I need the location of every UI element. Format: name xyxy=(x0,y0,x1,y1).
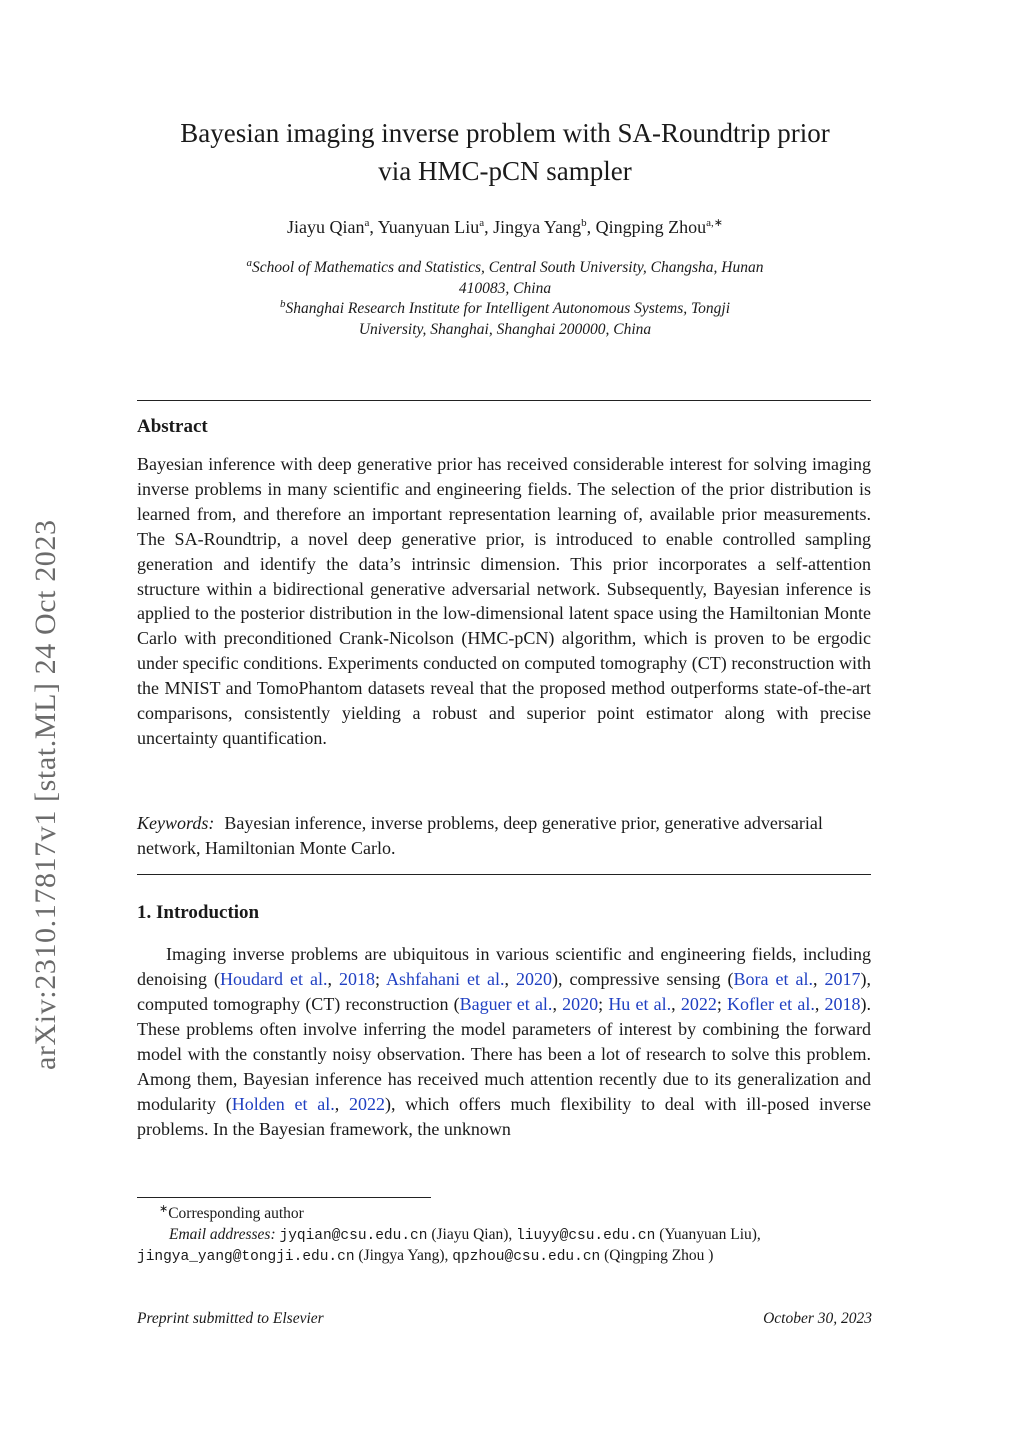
introduction-paragraph xyxy=(137,942,871,1142)
author-sup: a xyxy=(364,217,370,229)
citation-year-link[interactable]: 2022 xyxy=(680,994,717,1014)
email-address[interactable]: liuyy@csu.edu.cn xyxy=(516,1227,656,1244)
footnote-emails-line-1 xyxy=(137,1225,871,1247)
email-owner: (Jiayu Qian), xyxy=(427,1225,517,1243)
body-text: , xyxy=(671,994,681,1014)
author-name: Yuanyuan Liu xyxy=(377,217,480,237)
body-text: ; xyxy=(375,969,387,989)
affiliation-sup: a xyxy=(246,256,252,269)
citation-link[interactable]: Holden et al. xyxy=(231,1094,335,1114)
author-name: Jiayu Qian xyxy=(287,217,365,237)
abstract-text: Bayesian inference with deep generative prior has received considerable interest for solving imaging inverse problems in many scientific and engineering fields. The selection of the prior distribution is learned from, and therefore an important representation learning of, available prior measurements. The SA-Roundtrip, a novel deep generative prior, is introduced to enable controlled sampling generation and identify the data’s intrinsic dimension. This prior incorporates a self-attention structure within a bidirectional generative adversarial network. Subsequently, Bayesian inference is applied to the posterior distribution in the low-dimensional latent space using the Hamiltonian Monte Carlo with preconditioned Crank-Nicolson (HMC-pCN) algorithm, which is proven to be ergodic under specific conditions. Experiments conducted on computed tomography (CT) reconstruction with the MNIST and TomoPhantom datasets reveal that the proposed method outperforms state-of-the-art comparisons, consistently yielding a robust and superior point estimator along with precise uncertainty quantification. xyxy=(137,454,871,748)
author-sup: b xyxy=(581,217,587,229)
email-label: Email addresses: xyxy=(169,1225,276,1243)
body-text: , xyxy=(334,1094,350,1114)
title-line-1: Bayesian imaging inverse problem with SA-Roundtrip prior xyxy=(180,118,830,148)
keywords-text: Bayesian inference, inverse problems, deep generative prior, generative adversarial network, Hamiltonian Monte Carlo. xyxy=(137,813,823,858)
email-address[interactable]: jyqian@csu.edu.cn xyxy=(279,1227,428,1244)
abstract-bottom-rule xyxy=(137,874,871,875)
keywords-label: Keywords: xyxy=(137,813,215,833)
abstract-heading: Abstract xyxy=(137,416,208,437)
body-text: ), compressive sensing ( xyxy=(552,969,734,989)
email-address[interactable]: jingya_yang@tongji.edu.cn xyxy=(137,1249,355,1265)
author-list: Jiayu Qian$^a$, Yuanyuan Liu$^a$, Jingya Yang$^b$, Qingping Zhou$^{a,∗}$ xyxy=(287,217,723,237)
body-text: , xyxy=(552,994,563,1014)
citation-year-link[interactable]: 2020 xyxy=(562,994,599,1014)
affiliations xyxy=(150,258,860,340)
arxiv-sidebar xyxy=(25,450,67,1070)
citation-link[interactable]: Houdard et al. xyxy=(220,969,328,989)
body-text: ; xyxy=(598,994,609,1014)
section-heading-introduction: 1. Introduction xyxy=(137,902,260,923)
footnote-rule xyxy=(137,1197,431,1198)
email-owner: (Yuanyuan Liu), xyxy=(655,1225,761,1243)
citation-link[interactable]: Ashfahani et al. xyxy=(386,969,505,989)
email-owner: (Jingya Yang), xyxy=(354,1247,453,1264)
paper-title xyxy=(120,114,890,190)
body-text: , xyxy=(814,994,825,1014)
author-sup: a,∗ xyxy=(706,217,723,229)
citation-link[interactable]: Hu et al. xyxy=(608,994,672,1014)
arxiv-stamp[interactable]: arXiv:2310.17817v1 [stat.ML] 24 Oct 2023 xyxy=(29,519,62,1070)
footnote-corresponding xyxy=(137,1204,871,1225)
body-text: ), which offers much flexibility to deal with ill-posed inverse problems. In the Bayesian framework, the unknown xyxy=(137,1094,871,1139)
affiliation-a-line-2: 410083, China xyxy=(458,279,552,297)
citation-year-link[interactable]: 2018 xyxy=(824,994,861,1014)
footnote-star: ∗ xyxy=(159,1202,169,1215)
footnote xyxy=(137,1204,871,1268)
footnote-emails-line-2 xyxy=(137,1246,871,1268)
body-text: ; xyxy=(716,994,728,1014)
citation-link[interactable]: Kofler et al. xyxy=(727,994,815,1014)
author-name: Jingya Yang xyxy=(493,217,582,237)
author-name: Qingping Zhou xyxy=(595,217,707,237)
body-text: Imaging inverse problems are ubiquitous in various scientific and engineering fields, including denoising ( xyxy=(137,944,871,989)
title-line-2: via HMC-pCN sampler xyxy=(378,156,632,186)
citation-year-link[interactable]: 2018 xyxy=(339,969,375,989)
citation-year-link[interactable]: 2020 xyxy=(516,969,553,989)
email-address[interactable]: qpzhou@csu.edu.cn xyxy=(452,1249,601,1265)
footer-date: October 30, 2023 xyxy=(763,1310,872,1327)
body-text: ), computed tomography (CT) reconstruction ( xyxy=(137,969,871,1014)
affiliation-a-line-1 xyxy=(150,258,860,279)
affiliation-text: School of Mathematics and Statistics, Central South University, Changsha, Hunan xyxy=(252,259,764,276)
keywords xyxy=(137,811,871,861)
citation-year-link[interactable]: 2022 xyxy=(349,1094,386,1114)
affiliation-sup: b xyxy=(279,297,286,310)
citation-link[interactable]: Baguer et al. xyxy=(459,994,553,1014)
body-text: , xyxy=(812,969,825,989)
citation-link[interactable]: Bora et al. xyxy=(733,969,813,989)
affiliation-b-line-2: University, Shanghai, Shanghai 200000, China xyxy=(358,320,652,338)
body-text: ). These problems often involve inferring the model parameters of interest by combining the forward model with the constantly noisy observation. There has been a lot of research to solve this problem. Among them, Bayesian inference has received much attention recently due to its generalization and modularity ( xyxy=(137,994,872,1114)
body-text: , xyxy=(327,969,339,989)
footer-preprint-note: Preprint submitted to Elsevier xyxy=(137,1310,324,1327)
citation-year-link[interactable]: 2017 xyxy=(824,969,861,989)
body-text: , xyxy=(504,969,517,989)
email-owner: (Qingping Zhou ) xyxy=(600,1247,714,1264)
footnote-text: Corresponding author xyxy=(168,1205,304,1222)
author-sup: a xyxy=(479,217,485,229)
abstract-top-rule xyxy=(137,400,871,401)
affiliation-b-line-1 xyxy=(150,299,860,320)
affiliation-text: Shanghai Research Institute for Intelligent Autonomous Systems, Tongji xyxy=(285,300,731,317)
